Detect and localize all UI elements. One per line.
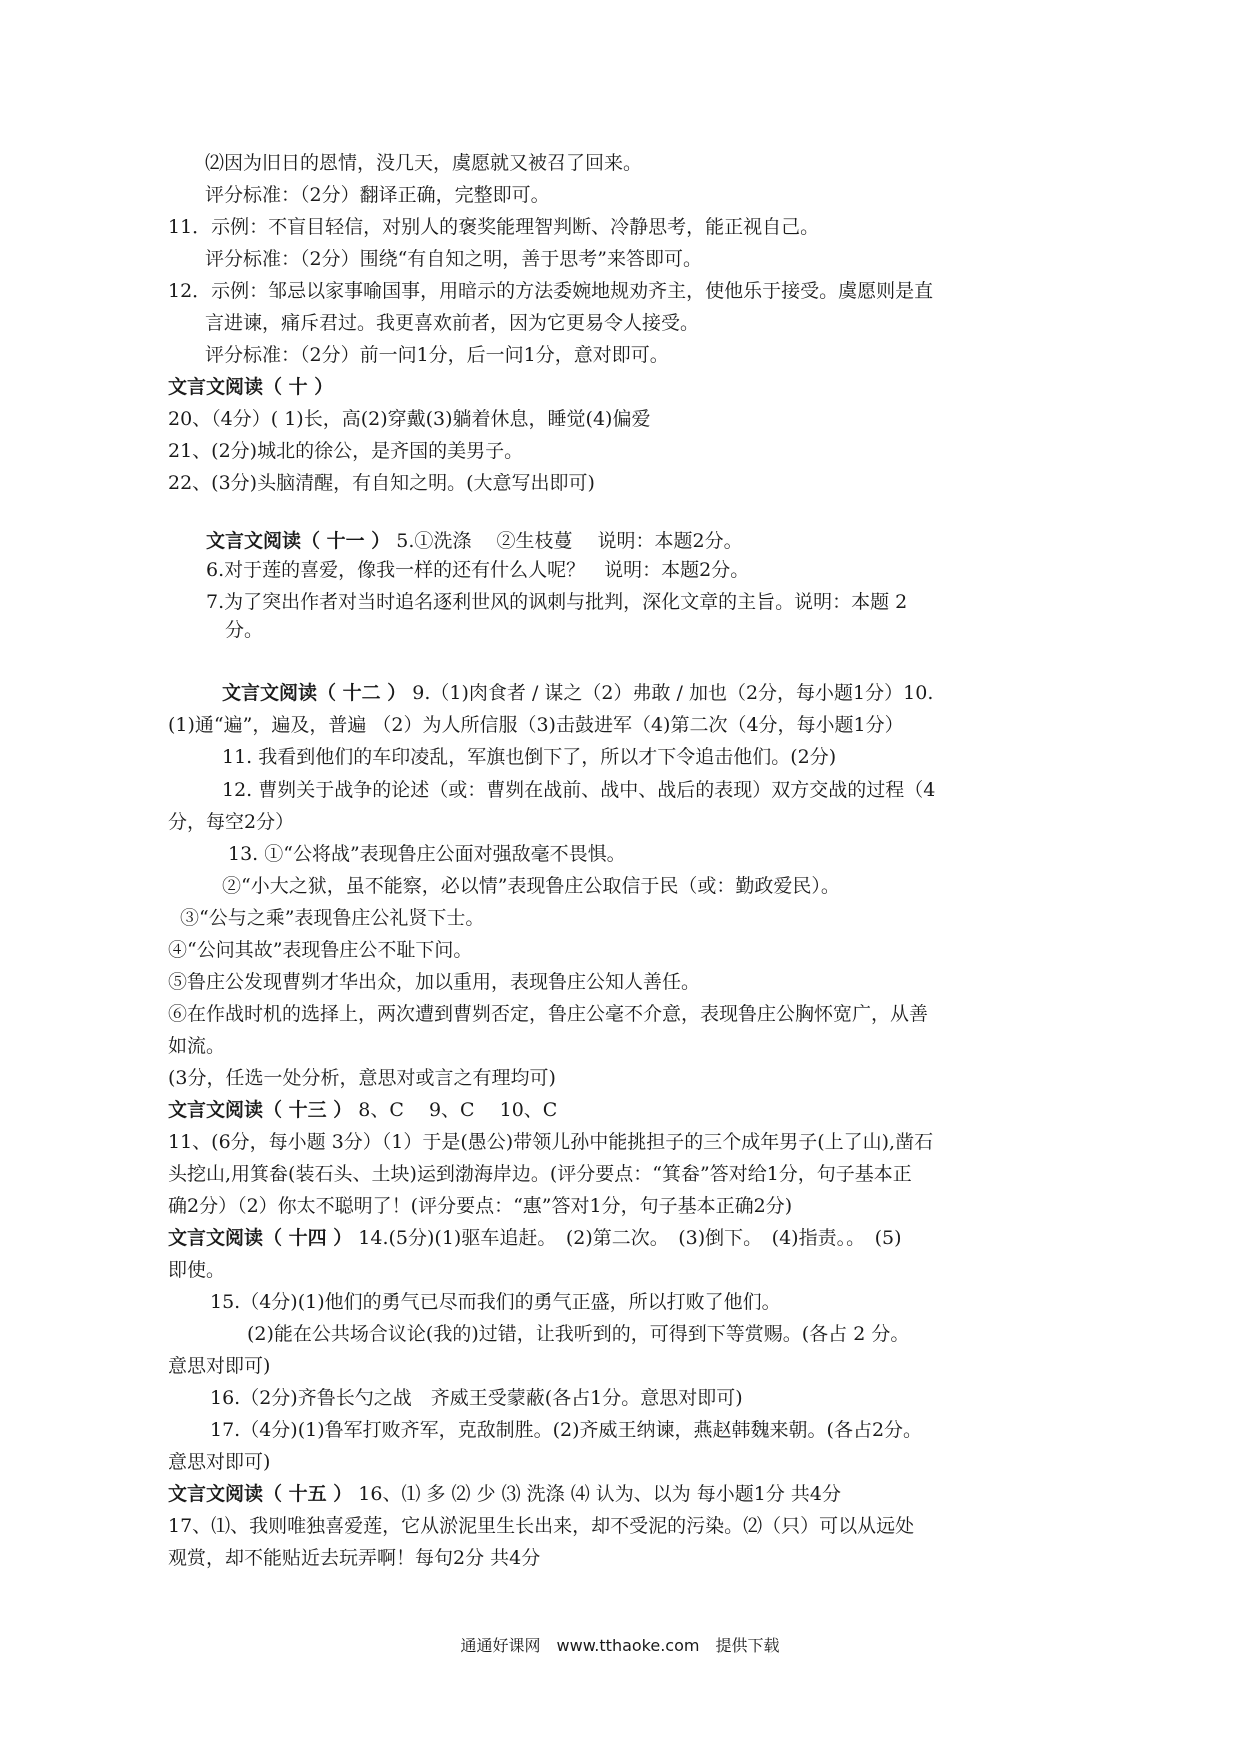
answer-text: 8、C 9、C 10、C [358, 1099, 558, 1121]
answer-line: 言进谏，痛斥君过。我更喜欢前者，因为它更易令人接受。 [205, 312, 700, 334]
answer-line: 分。 [225, 619, 264, 641]
answer-line: 16.（2分)齐鲁长勺之战 齐威王受蒙蔽(各占1分。意思对即可) [210, 1387, 743, 1409]
section-line [206, 528, 743, 554]
section-heading: 文言文阅读（ 十五 ） [168, 1483, 353, 1505]
section-heading: 文言文阅读（ 十三 ） [168, 1099, 353, 1121]
section-line [168, 1097, 557, 1123]
answer-line: 7.为了突出作者对当时追名逐利世风的讽刺与批判，深化文章的主旨。说明：本题 2 [206, 591, 908, 613]
answer-line: ③“公与之乘”表现鲁庄公礼贤下士。 [180, 907, 485, 929]
scoring-line: 评分标准：（2分）围绕“有自知之明，善于思考”来答即可。 [205, 248, 703, 270]
section-heading: 文言文阅读（ 十一 ） [206, 530, 391, 552]
answer-line: 22、(3分)头脑清醒，有自知之明。(大意写出即可) [168, 472, 595, 494]
answer-line: 分，每空2分） [168, 811, 295, 833]
answer-line: 如流。 [168, 1035, 226, 1057]
answer-line: 11. 我看到他们的车印凌乱，军旗也倒下了，所以才下令追击他们。(2分) [222, 746, 837, 768]
answer-line: ④“公问其故”表现鲁庄公不耻下问。 [168, 939, 473, 961]
footer-credit: 通通好课网 www.tthaoke.com 提供下载 [460, 1636, 780, 1655]
section-heading: 文言文阅读（ 十 ） [168, 376, 334, 398]
answer-line: 20、（4分）( 1)长，高(2)穿戴(3)躺着休息，睡觉(4)偏爱 [168, 408, 651, 430]
answer-line: 意思对即可) [168, 1451, 271, 1473]
section-heading: 文言文阅读（ 十四 ） [168, 1227, 353, 1249]
answer-line: 13. ①“公将战”表现鲁庄公面对强敌毫不畏惧。 [228, 843, 626, 865]
answer-text: 16、⑴ 多 ⑵ 少 ⑶ 洗涤 ⑷ 认为、以为 每小题1分 共4分 [358, 1483, 841, 1505]
answer-line: 头挖山,用箕畚(装石头、土块)运到渤海岸边。(评分要点：“箕畚”答对给1分，句子基本正 [168, 1163, 912, 1185]
answer-line: (1)通“遍”，遍及，普遍 （2）为人所信服（3)击鼓进军（4)第二次（4分，每小题1分） [168, 714, 904, 736]
answer-line: 15.（4分)(1)他们的勇气已尽而我们的勇气正盛，所以打败了他们。 [210, 1291, 781, 1313]
answer-line: 11．示例：不盲目轻信，对别人的褒奖能理智判断、冷静思考，能正视自己。 [168, 216, 820, 238]
answer-line: ②“小大之狱，虽不能察，必以情”表现鲁庄公取信于民（或：勤政爱民）。 [222, 875, 840, 897]
answer-line: 即使。 [168, 1259, 226, 1281]
answer-line: ⑤鲁庄公发现曹刿才华出众，加以重用，表现鲁庄公知人善任。 [168, 971, 701, 993]
answer-line: 12. 曹刿关于战争的论述（或：曹刿在战前、战中、战后的表现）双方交战的过程（4 [222, 779, 936, 801]
answer-line: 确2分）（2）你太不聪明了！(评分要点：“惠”答对1分，句子基本正确2分) [168, 1195, 793, 1217]
section-heading: 文言文阅读（ 十二 ） [222, 682, 407, 704]
answer-text: 5.①洗涤 ②生枝蔓 说明：本题2分。 [396, 530, 743, 552]
answer-line: 11、(6分，每小题 3分）（1）于是(愚公)带领儿孙中能挑担子的三个成年男子(上了山),凿石 [168, 1131, 934, 1153]
answer-line: 6.对于莲的喜爱，像我一样的还有什么人呢？ 说明：本题2分。 [206, 559, 750, 581]
answer-line: 17.（4分)(1)鲁军打败齐军，克敌制胜。(2)齐威王纳谏，燕赵韩魏来朝。(各占2分。 [210, 1419, 923, 1441]
section-line [168, 1481, 841, 1507]
answer-line: 17、⑴、我则唯独喜爱莲，它从淤泥里生长出来，却不受泥的污染。⑵（只）可以从远处 [168, 1515, 915, 1537]
answer-line: ⑵因为旧日的恩情，没几天，虞愿就又被召了回来。 [205, 152, 643, 174]
answer-line: 观赏，却不能贴近去玩弄啊！每句2分 共4分 [168, 1547, 541, 1569]
section-line [168, 1225, 901, 1251]
scoring-line: 评分标准：（2分）翻译正确，完整即可。 [205, 184, 550, 206]
answer-line: (2)能在公共场合议论(我的)过错，让我听到的，可得到下等赏赐。(各占 2 分。 [247, 1323, 910, 1345]
answer-line: (3分，任选一处分析，意思对或言之有理均可) [168, 1067, 556, 1089]
scoring-line: 评分标准：（2分）前一问1分，后一问1分，意对即可。 [205, 344, 669, 366]
answer-line: 意思对即可) [168, 1355, 271, 1377]
answer-line: 21、(2分)城北的徐公，是齐国的美男子。 [168, 440, 524, 462]
answer-text: 9.（1)肉食者 / 谋之（2）弗敢 / 加也（2分，每小题1分）10. [412, 682, 934, 704]
section-line [222, 680, 933, 706]
answer-text: 14.(5分)(1)驱车追赶。 (2)第二次。 (3)倒下。 (4)指责。。 (5) [358, 1227, 902, 1249]
answer-line: 12．示例：邹忌以家事喻国事，用暗示的方法委婉地规劝齐主，使他乐于接受。虞愿则是直 [168, 280, 934, 302]
answer-line: ⑥在作战时机的选择上，两次遭到曹刿否定，鲁庄公毫不介意，表现鲁庄公胸怀宽广，从善 [168, 1003, 929, 1025]
